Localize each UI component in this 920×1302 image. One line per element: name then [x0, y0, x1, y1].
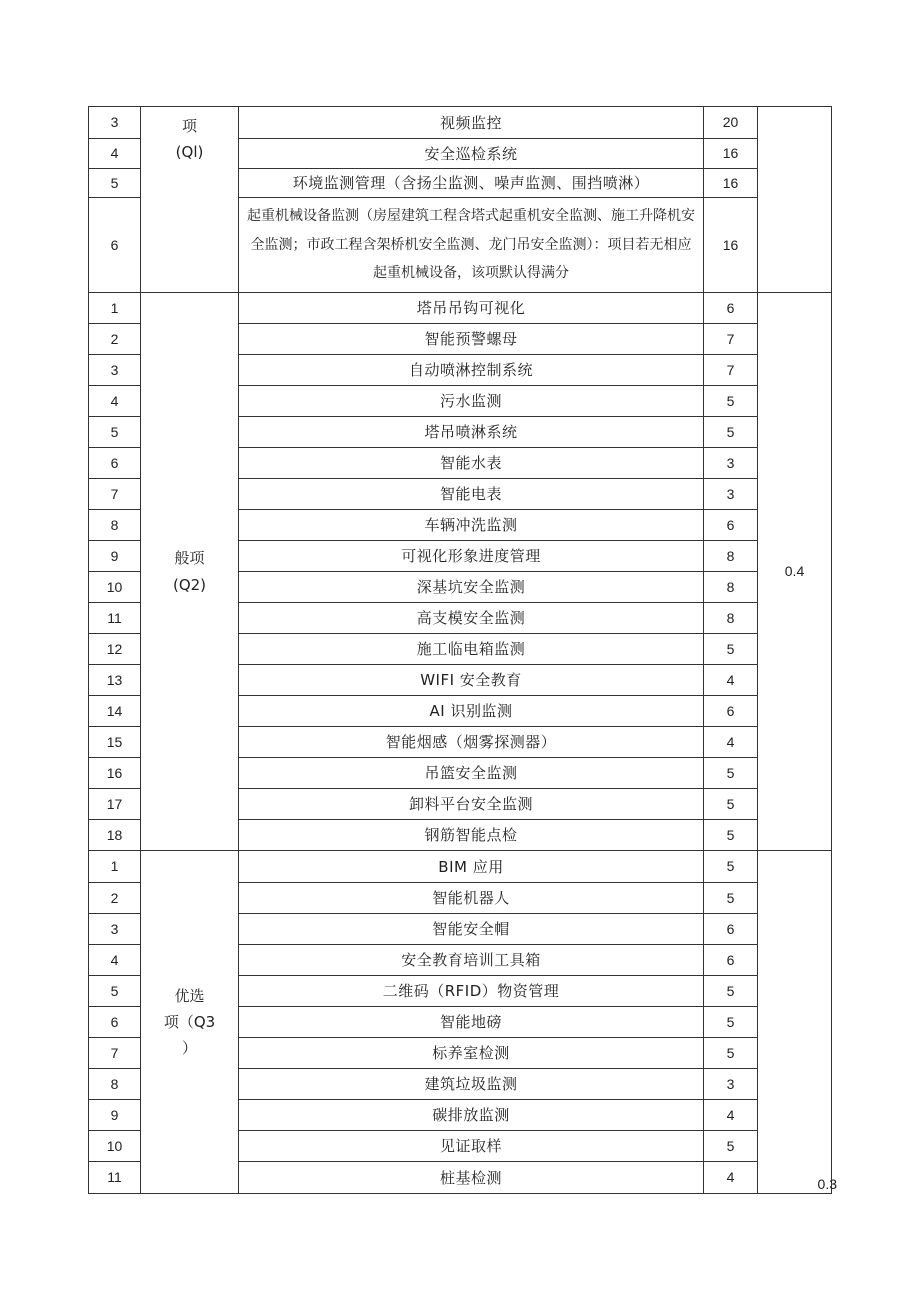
item-score: 5: [704, 417, 758, 448]
item-score: 5: [704, 634, 758, 665]
item-score: 8: [704, 572, 758, 603]
item-score: 5: [704, 1007, 758, 1038]
item-score: 5: [704, 386, 758, 417]
item-name: 塔吊喷淋系统: [239, 417, 704, 448]
item-name: WIFI 安全教育: [239, 665, 704, 696]
row-number: 4: [89, 139, 141, 169]
item-score: 4: [704, 727, 758, 758]
item-name: 桩基检测: [239, 1162, 704, 1194]
item-name: 智能地磅: [239, 1007, 704, 1038]
item-name: 高支模安全监测: [239, 603, 704, 634]
table-row: [89, 851, 832, 883]
item-name: 智能预警螺母: [239, 324, 704, 355]
item-score: 5: [704, 758, 758, 789]
row-number: 17: [89, 789, 141, 820]
item-score: 16: [704, 169, 758, 198]
category-label-line1: 优选: [174, 986, 205, 1005]
item-name: 标养室检测: [239, 1038, 704, 1069]
item-name: 深基坑安全监测: [239, 572, 704, 603]
row-number: 18: [89, 820, 141, 851]
row-number: 1: [89, 851, 141, 883]
item-score: 7: [704, 324, 758, 355]
row-number: 16: [89, 758, 141, 789]
row-number: 2: [89, 883, 141, 914]
item-score: 5: [704, 976, 758, 1007]
row-number: 11: [89, 603, 141, 634]
item-score: 4: [704, 1162, 758, 1194]
row-number: 12: [89, 634, 141, 665]
category-q3: [141, 851, 239, 1194]
q3-section: [89, 851, 837, 1194]
item-name: 视频监控: [239, 107, 704, 139]
item-name: AI 识别监测: [239, 696, 704, 727]
weight-q3-value: 0.3: [817, 1175, 837, 1192]
item-score: 6: [704, 945, 758, 976]
scoring-table: [88, 106, 837, 1194]
category-q1: [141, 107, 239, 293]
row-number: 10: [89, 572, 141, 603]
row-number: 7: [89, 1038, 141, 1069]
item-score: 16: [704, 139, 758, 169]
item-name: 二维码（RFID）物资管理: [239, 976, 704, 1007]
item-name: BIM 应用: [239, 851, 704, 883]
item-score: 3: [704, 479, 758, 510]
category-label-line2: 项（Q3: [163, 1012, 216, 1031]
row-number: 4: [89, 945, 141, 976]
table-row: [89, 293, 832, 324]
category-label-line1: 般项: [174, 549, 205, 568]
row-number: 5: [89, 976, 141, 1007]
row-number: 9: [89, 541, 141, 572]
item-score: 16: [704, 198, 758, 293]
row-number: 2: [89, 324, 141, 355]
row-number: 3: [89, 107, 141, 139]
row-number: 6: [89, 198, 141, 293]
row-number: 7: [89, 479, 141, 510]
item-name: 见证取样: [239, 1131, 704, 1162]
row-number: 5: [89, 417, 141, 448]
category-label-line2: (Ql): [175, 143, 204, 162]
item-score: 5: [704, 883, 758, 914]
item-name: 起重机械设备监测（房屋建筑工程含塔式起重机安全监测、施工升降机安全监测；市政工程含架桥机安全监测、龙门吊安全监测）：项目若无相应起重机械设备，该项默认得满分: [239, 198, 704, 293]
item-score: 5: [704, 1038, 758, 1069]
row-number: 8: [89, 1069, 141, 1100]
category-label-line3: ）: [181, 1039, 197, 1058]
item-name: 车辆冲洗监测: [239, 510, 704, 541]
item-name: 智能烟感（烟雾探测器）: [239, 727, 704, 758]
row-number: 6: [89, 1007, 141, 1038]
row-number: 4: [89, 386, 141, 417]
item-score: 6: [704, 696, 758, 727]
item-name: 卸料平台安全监测: [239, 789, 704, 820]
item-name: 环境监测管理（含扬尘监测、噪声监测、围挡喷淋）: [239, 169, 704, 198]
item-score: 8: [704, 603, 758, 634]
item-score: 6: [704, 293, 758, 324]
row-number: 8: [89, 510, 141, 541]
q1-section: [89, 107, 832, 293]
item-score: 6: [704, 510, 758, 541]
item-score: 3: [704, 448, 758, 479]
item-name: 吊篮安全监测: [239, 758, 704, 789]
item-name: 可视化形象进度管理: [239, 541, 704, 572]
item-name: 钢筋智能点检: [239, 820, 704, 851]
weight-q3: [758, 851, 837, 1194]
row-number: 11: [89, 1162, 141, 1194]
row-number: 6: [89, 448, 141, 479]
item-score: 20: [704, 107, 758, 139]
q2-section: [89, 293, 832, 851]
item-score: 5: [704, 851, 758, 883]
item-name: 智能安全帽: [239, 914, 704, 945]
item-score: 8: [704, 541, 758, 572]
item-score: 5: [704, 820, 758, 851]
row-number: 1: [89, 293, 141, 324]
row-number: 13: [89, 665, 141, 696]
category-label-line2: (Q2): [172, 575, 207, 594]
item-score: 4: [704, 1100, 758, 1131]
weight-q1: [758, 107, 832, 293]
item-name: 自动喷淋控制系统: [239, 355, 704, 386]
row-number: 14: [89, 696, 141, 727]
item-score: 7: [704, 355, 758, 386]
item-score: 5: [704, 1131, 758, 1162]
item-name: 碳排放监测: [239, 1100, 704, 1131]
item-score: 4: [704, 665, 758, 696]
row-number: 9: [89, 1100, 141, 1131]
item-name: 施工临电箱监测: [239, 634, 704, 665]
item-name: 智能水表: [239, 448, 704, 479]
category-label-line1: 项: [181, 117, 197, 135]
item-name: 智能机器人: [239, 883, 704, 914]
row-number: 5: [89, 169, 141, 198]
item-name: 塔吊吊钩可视化: [239, 293, 704, 324]
table-row: [89, 107, 832, 139]
row-number: 10: [89, 1131, 141, 1162]
item-name: 建筑垃圾监测: [239, 1069, 704, 1100]
row-number: 3: [89, 914, 141, 945]
item-score: 5: [704, 789, 758, 820]
category-q2: [141, 293, 239, 851]
item-score: 6: [704, 914, 758, 945]
item-name: 污水监测: [239, 386, 704, 417]
item-name: 智能电表: [239, 479, 704, 510]
row-number: 15: [89, 727, 141, 758]
item-name: 安全教育培训工具箱: [239, 945, 704, 976]
weight-q2: 0.4: [758, 293, 832, 851]
item-score: 3: [704, 1069, 758, 1100]
row-number: 3: [89, 355, 141, 386]
item-name: 安全巡检系统: [239, 139, 704, 169]
